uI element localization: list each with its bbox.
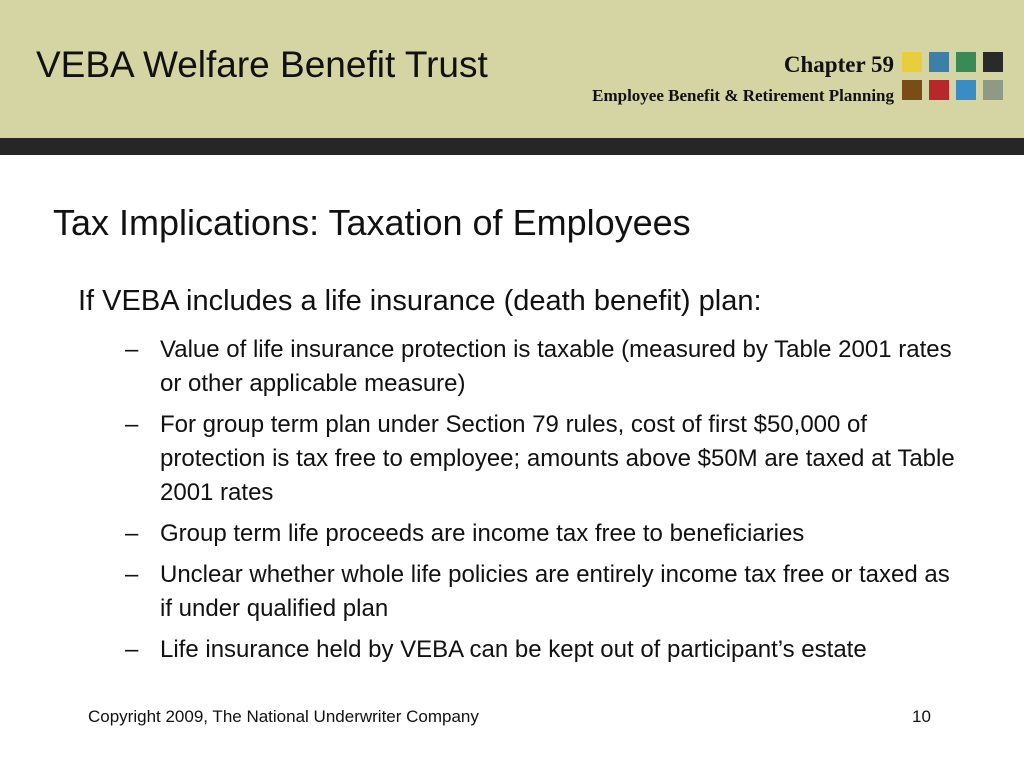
presentation-title: VEBA Welfare Benefit Trust: [36, 44, 488, 85]
color-square: [956, 80, 976, 100]
slide-title: Tax Implications: Taxation of Employees: [53, 202, 691, 243]
book-title: Employee Benefit & Retirement Planning: [592, 86, 894, 105]
bullet-item: [125, 558, 955, 626]
bullet-dash: –: [125, 411, 139, 438]
color-square: [983, 80, 1003, 100]
bullet-item: [125, 408, 955, 510]
color-square: [983, 52, 1003, 72]
bullet-item: [125, 633, 955, 667]
color-square: [929, 52, 949, 72]
chapter-label: Chapter 59: [783, 52, 894, 77]
color-square: [902, 80, 922, 100]
bullet-dash: –: [125, 561, 139, 588]
color-square: [956, 52, 976, 72]
bullet-dash: –: [125, 336, 139, 363]
bullet-dash: –: [125, 520, 139, 547]
bullet-text: Value of life insurance protection is taxable (measured by Table 2001 rates or other applicable measure): [160, 336, 952, 397]
bullet-text: Group term life proceeds are income tax free to beneficiaries: [160, 520, 805, 547]
header-divider-bar: [0, 138, 1024, 155]
bullet-item: [125, 517, 955, 551]
bullet-text: Life insurance held by VEBA can be kept out of participant’s estate: [160, 636, 867, 663]
bullet-item: [125, 333, 955, 401]
color-squares-logo: [902, 52, 1006, 102]
bullet-dash: –: [125, 636, 139, 663]
copyright-text: Copyright 2009, The National Underwriter Company: [88, 707, 479, 726]
bullet-text: Unclear whether whole life policies are entirely income tax free or taxed as if under qualified plan: [160, 561, 950, 622]
bullet-list: [125, 333, 955, 674]
slide-header: [0, 0, 1024, 138]
color-square: [902, 52, 922, 72]
bullet-text: For group term plan under Section 79 rules, cost of first $50,000 of protection is tax free to employee; amounts above $50M are taxed at Table 2001 rates: [160, 411, 955, 506]
page-number: 10: [912, 707, 931, 726]
lead-text: If VEBA includes a life insurance (death benefit) plan:: [78, 285, 762, 317]
color-square: [929, 80, 949, 100]
